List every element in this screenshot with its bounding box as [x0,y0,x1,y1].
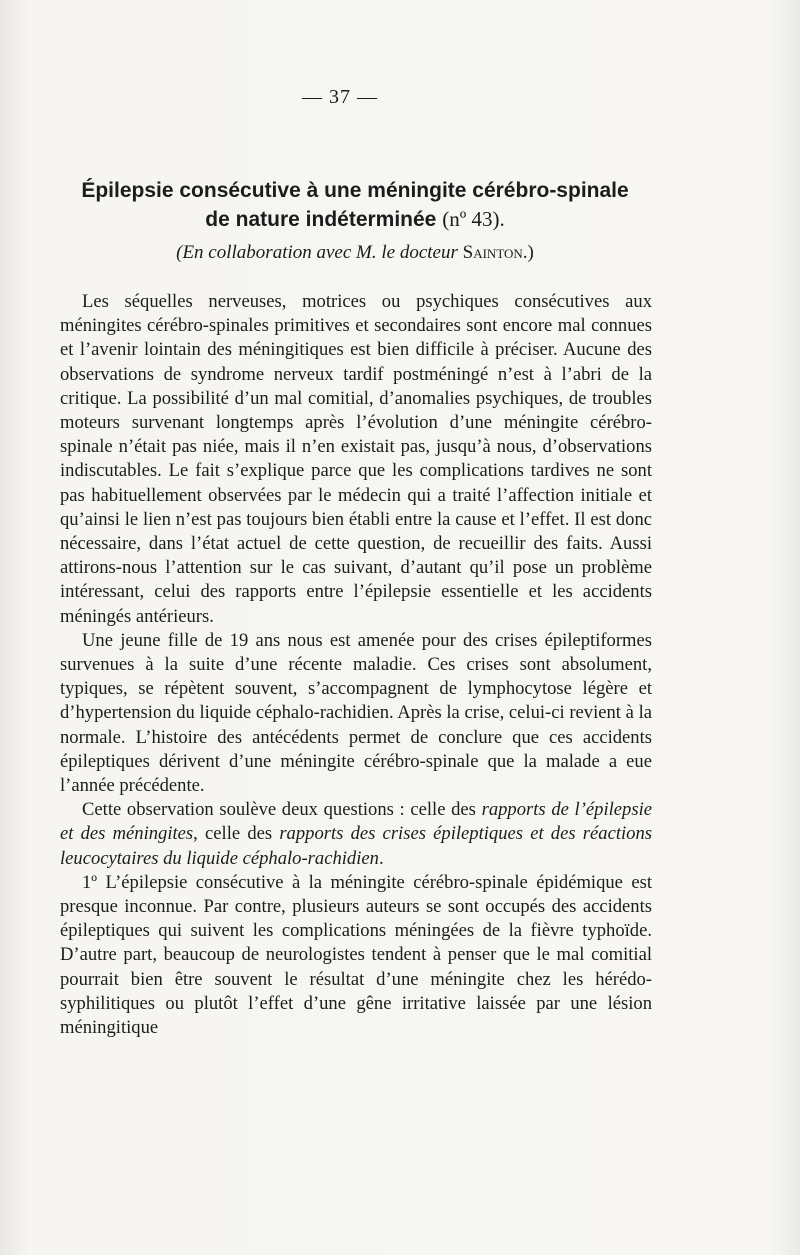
body-text [60,290,652,1040]
collaboration-suffix: .) [522,242,534,263]
paragraph-4: 1º L’épilepsie consécutive à la méningite cérébro-spinale épidémique est presque inconnue. Par contre, plusieurs auteurs se sont occupés des accidents épileptiques qui suivent les complications méningées de la fièvre typhoïde. D’autre part, beaucoup de neurologistes tendent à penser que le mal comitial pourrait bien être souvent le résultat d’une méningite chez les hérédo-syphilitiques ou plutôt l’effet d’une gêne irritative laissée par une lésion méningitique [60,871,652,1039]
collaboration-note [60,242,650,264]
collaborator-name: Sainton [462,242,523,263]
title-line-1: Épilepsie consécutive à une méningite cérébro-spinale [81,179,629,202]
title-number: (nº 43). [442,207,505,231]
page-number: — 37 — [302,86,378,108]
paragraph-3-start: Cette observation soulève deux questions : celle des [82,799,476,821]
paragraph-3 [60,798,652,871]
paragraph-3-emphasis-1: rapports de l’épilepsie et des méningites [60,799,652,845]
paragraph-3-end: . [378,847,384,869]
title-line-2: de nature indéterminée [205,208,437,231]
collaboration-prefix: (En collaboration avec M. le docteur [176,242,458,263]
paragraph-3-middle: , celle des [193,823,273,845]
paragraph-3-emphasis-2: rapports des crises épileptiques et des réactions leucocytaires du liquide céphalo-rachidien [60,823,652,869]
section-title [60,176,650,234]
paragraph-1: Les séquelles nerveuses, motrices ou psychiques consécutives aux méningites cérébro-spinales primitives et secondaires sont encore mal connues et l’avenir lointain des méningitiques est bien difficile à préciser. Aucune des observations de syndrome nerveux tardif postméningé n’est à l’abri de la critique. La possibilité d’un mal comitial, d’anomalies psychiques, de troubles moteurs survenant longtemps après l’évolution d’une méningite cérébro-spinale n’était pas niée, mais il n’en existait pas, jusqu’à nous, d’observations indiscutables. Le fait s’explique parce que les complications tardives ne sont pas habituellement observées par le médecin qui a traité l’affection initiale et qu’ainsi le lien n’est pas toujours bien établi entre la cause et l’effet. Il est donc nécessaire, dans l’état actuel de cette question, de recueillir des faits. Aussi attirons-nous l’attention sur le cas suivant, d’autant qu’il pose un problème intéressant, celui des rapports entre l’épilepsie essentielle et les accidents méningés antérieurs. [60,291,652,627]
paragraph-2: Une jeune fille de 19 ans nous est amenée pour des crises épileptiformes survenues à la suite d’une récente maladie. Ces crises sont absolument, typiques, se répètent souvent, s’accompagnent de lymphocytose légère et d’hypertension du liquide céphalo-rachidien. Après la crise, celui-ci revient à la normale. L’histoire des antécédents permet de conclure que ces accidents épileptiques dérivent d’une méningite cérébro-spinale que la malade a eue l’année précédente. [60,629,652,797]
